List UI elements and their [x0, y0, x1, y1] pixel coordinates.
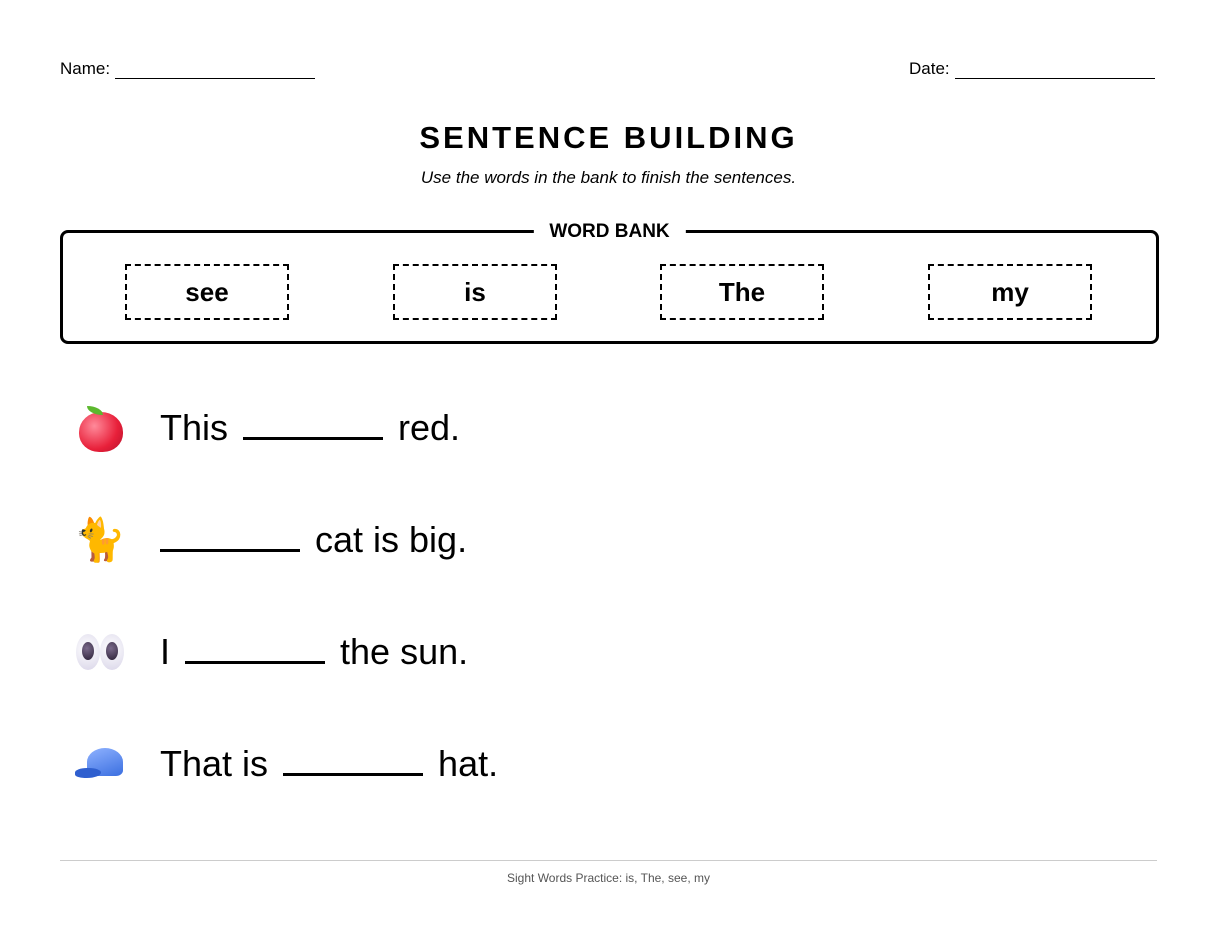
- sentence-text: [160, 407, 460, 449]
- answer-blank[interactable]: [185, 631, 325, 664]
- eyes-icon: [75, 627, 125, 677]
- word-box: see: [125, 264, 289, 320]
- sentence-text: [160, 743, 498, 785]
- sentence-row: [75, 734, 498, 794]
- apple-icon: [75, 403, 125, 453]
- word-box: is: [393, 264, 557, 320]
- sentence-row: [75, 510, 467, 570]
- answer-blank[interactable]: [243, 407, 383, 440]
- word-box: my: [928, 264, 1092, 320]
- sentence-after: red.: [398, 407, 461, 448]
- sentence-row: [75, 398, 460, 458]
- name-field: [60, 59, 315, 79]
- word-box: The: [660, 264, 824, 320]
- sentence-before: That is: [160, 743, 269, 784]
- sentence-after: cat is big.: [315, 519, 468, 560]
- word-bank-label: WORD BANK: [533, 220, 685, 244]
- footer-text: Sight Words Practice: is, The, see, my: [507, 871, 710, 885]
- answer-blank[interactable]: [160, 519, 300, 552]
- page-title: SENTENCE BUILDING: [419, 120, 798, 155]
- sentence-text: [160, 519, 467, 561]
- sentence-after: the sun.: [340, 631, 469, 672]
- sentence-before: This: [160, 407, 229, 448]
- name-label: Name:: [60, 59, 111, 78]
- word-bank: [60, 221, 1159, 344]
- cat-icon: 🐈: [73, 516, 127, 563]
- date-line[interactable]: [955, 62, 1155, 79]
- page-subtitle: Use the words in the bank to finish the sentences.: [420, 168, 797, 187]
- name-line[interactable]: [115, 62, 315, 79]
- sentence-row: [75, 622, 468, 682]
- date-field: [909, 59, 1155, 79]
- date-label: Date:: [909, 59, 950, 78]
- cap-icon: [75, 739, 125, 789]
- sentence-before: I: [160, 631, 171, 672]
- sentence-text: [160, 631, 468, 673]
- sentence-after: hat.: [438, 743, 499, 784]
- answer-blank[interactable]: [283, 743, 423, 776]
- footer-divider: [60, 860, 1157, 861]
